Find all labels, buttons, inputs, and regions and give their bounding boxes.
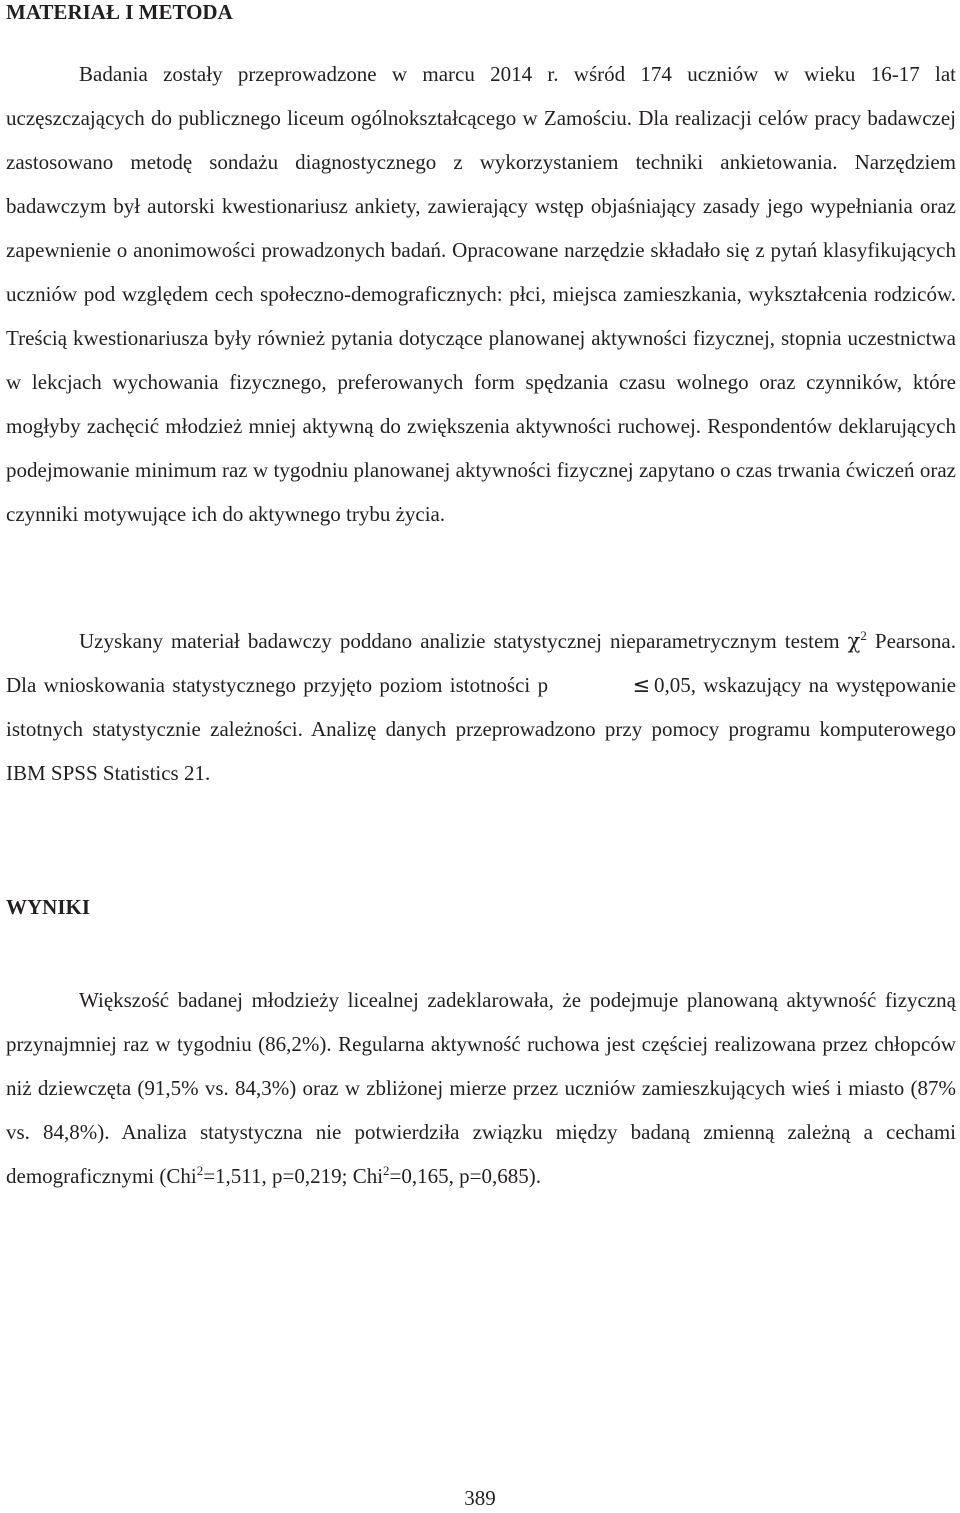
chi-exponent-2: 2 [383,1163,390,1178]
results-p1-text-2: =1,511, p=0,219; Chi [203,1164,384,1188]
results-p1-text-1: Większość badanej młodzieży licealnej zadeklarowała, że podejmuje planowaną aktywność fizyczną przynajmniej raz w tygodniu (86,2%). Regularna aktywność ruchowa jest częściej realizowana przez chłopców niż dziewczęta (91,5% vs. 84,3%) oraz w zbliżonej mierze przez uczniów zamieszkujących wieś i miasto (87% vs. 84,8%). Analiza statystyczna nie potwierdziła związku między badaną zmienną zależną a cechami demograficznymi (Chi [6,988,956,1188]
chi-symbol: χ [847,629,861,653]
less-or-equal-symbol: ≤ [632,673,651,697]
methods-p2-text-1: Uzyskany materiał badawczy poddano analizie statystycznej nieparametrycznym testem [79,629,848,653]
methods-p2-text-2: Pearsona. Dla wnioskowania statystycznego przyjęto poziom istotności p [6,629,956,697]
section-heading-methods: MATERIAŁ I METODA [6,0,233,24]
page-number: 389 [464,1486,496,1510]
results-p1-text-3: =0,165, p=0,685). [389,1164,541,1188]
chi-exponent: 2 [860,628,867,643]
section-heading-results: WYNIKI [6,895,91,919]
methods-p2-text-3: 0,05, wskazujący na występowanie istotnych statystycznie zależności. Analizę danych przeprowadzono przy pomocy programu komputerowego IBM SPSS Statistics 21. [6,673,956,785]
methods-paragraph-1: Badania zostały przeprowadzone w marcu 2014 r. wśród 174 uczniów w wieku 16-17 lat uczęszczających do publicznego liceum ogólnokształcącego w Zamościu. Dla realizacji celów pracy badawczej zastosowano metodę sondażu diagnostycznego z wykorzystaniem techniki ankietowania. Narzędziem badawczym był autorski kwestionariusz ankiety, zawierający wstęp objaśniający zasady jego wypełniania oraz zapewnienie o anonimowości prowadzonych badań. Opracowane narzędzie składało się z pytań klasyfikujących uczniów pod względem cech społeczno-demograficznych: płci, miejsca zamieszkania, wykształcenia rodziców. Treścią kwestionariusza były również pytania dotyczące planowanej aktywności fizycznej, stopnia uczestnictwa w lekcjach wychowania fizycznego, preferowanych form spędzania czasu wolnego oraz czynników, które mogłyby zachęcić młodzież mniej aktywną do zwiększenia aktywności ruchowej. Respondentów deklarujących podejmowanie minimum raz w tygodniu planowanej aktywności fizycznej zapytano o czas trwania ćwiczeń oraz czynniki motywujące ich do aktywnego trybu życia. [6,62,956,526]
methods-paragraph-2 [6,619,956,795]
chi-exponent-1: 2 [196,1163,204,1178]
results-paragraph-1 [6,978,956,1198]
